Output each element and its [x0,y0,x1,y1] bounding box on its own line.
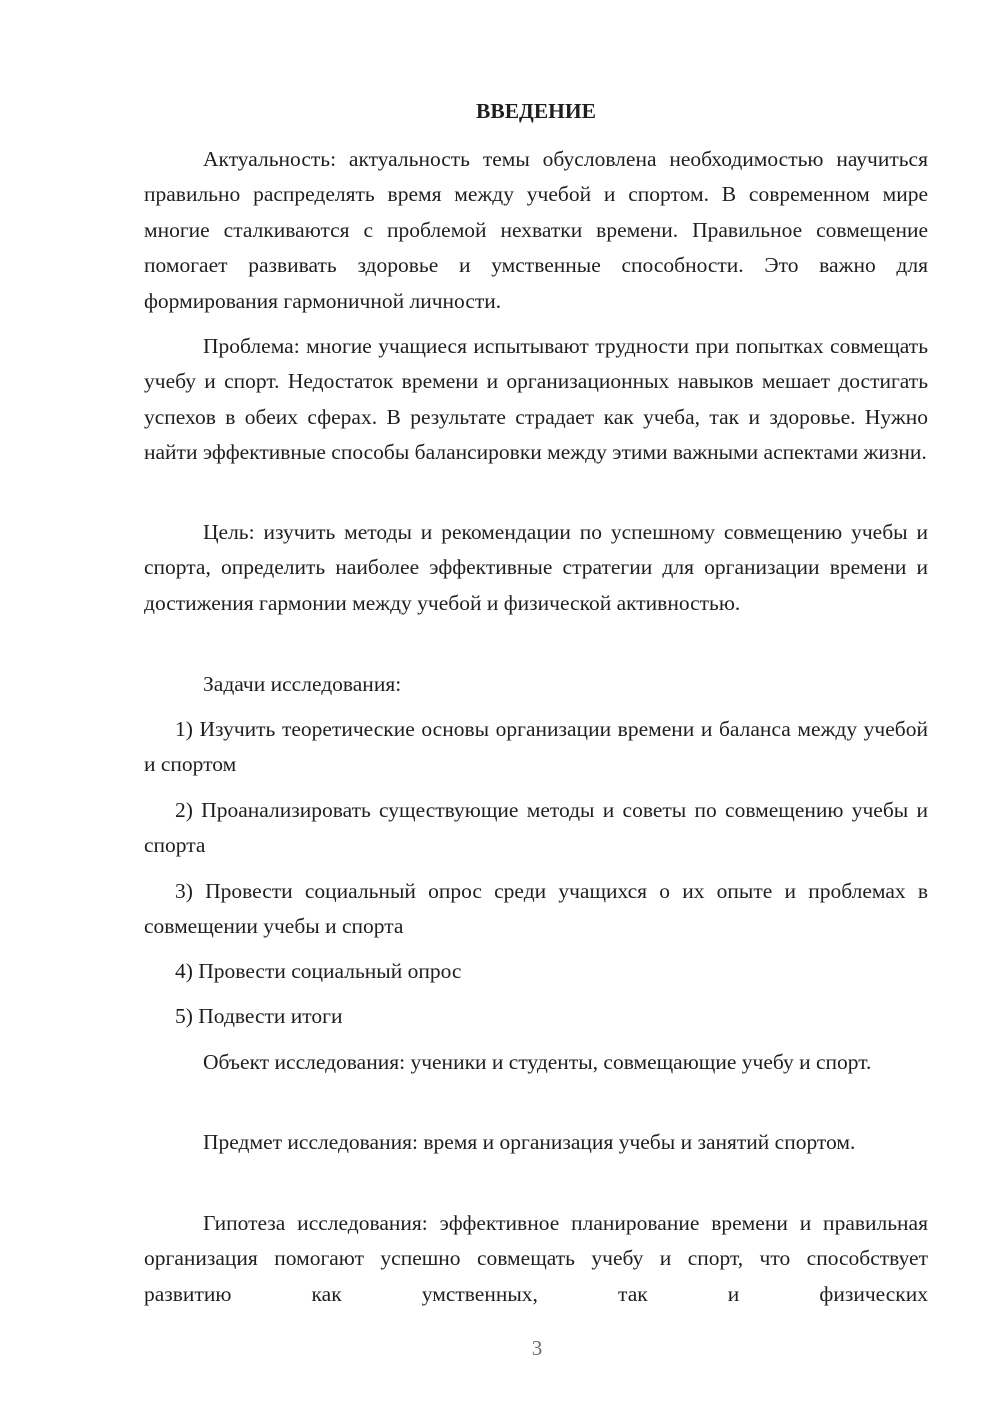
task-item-3: 3) Провести социальный опрос среди учащихся о их опыте и проблемах в совмещении учебы и спорта [144,879,928,939]
relevance-paragraph: Актуальность: актуальность темы обусловлена необходимостью научиться правильно распределять время между учебой и спортом. В современном мире многие сталкиваются с проблемой нехватки времени. Правильное совмещение помогает развивать здоровье и умственные способности. Это важно для формирования гармоничной личности. [144,147,928,313]
goal-paragraph: Цель: изучить методы и рекомендации по успешному совмещению учебы и спорта, определить наиболее эффективные стратегии для организации времени и достижения гармонии между учебой и физической активностью. [144,520,928,615]
task-item-4: 4) Провести социальный опрос [175,959,462,983]
page-title: ВВЕДЕНИЕ [476,99,596,123]
tasks-heading: Задачи исследования: [203,672,402,696]
task-item-1: 1) Изучить теоретические основы организации времени и баланса между учебой и спортом [144,717,928,777]
task-item-2: 2) Проанализировать существующие методы и советы по совмещению учебы и спорта [144,798,928,858]
object-paragraph: Объект исследования: ученики и студенты, совмещающие учебу и спорт. [203,1050,872,1074]
page-number: 3 [531,1336,543,1360]
task-item-5: 5) Подвести итоги [175,1004,343,1028]
hypothesis-paragraph: Гипотеза исследования: эффективное планирование времени и правильная организация помогают успешно совмещать учебу и спорт, что способствует развитию как умственных, так и физических [144,1211,928,1306]
subject-paragraph: Предмет исследования: время и организация учебы и занятий спортом. [203,1130,856,1154]
problem-paragraph: Проблема: многие учащиеся испытывают трудности при попытках совмещать учебу и спорт. Недостаток времени и организационных навыков мешает достигать успехов в обеих сферах. В результате страдает как учеба, так и здоровье. Нужно найти эффективные способы балансировки между этими важными аспектами жизни. [144,334,928,465]
